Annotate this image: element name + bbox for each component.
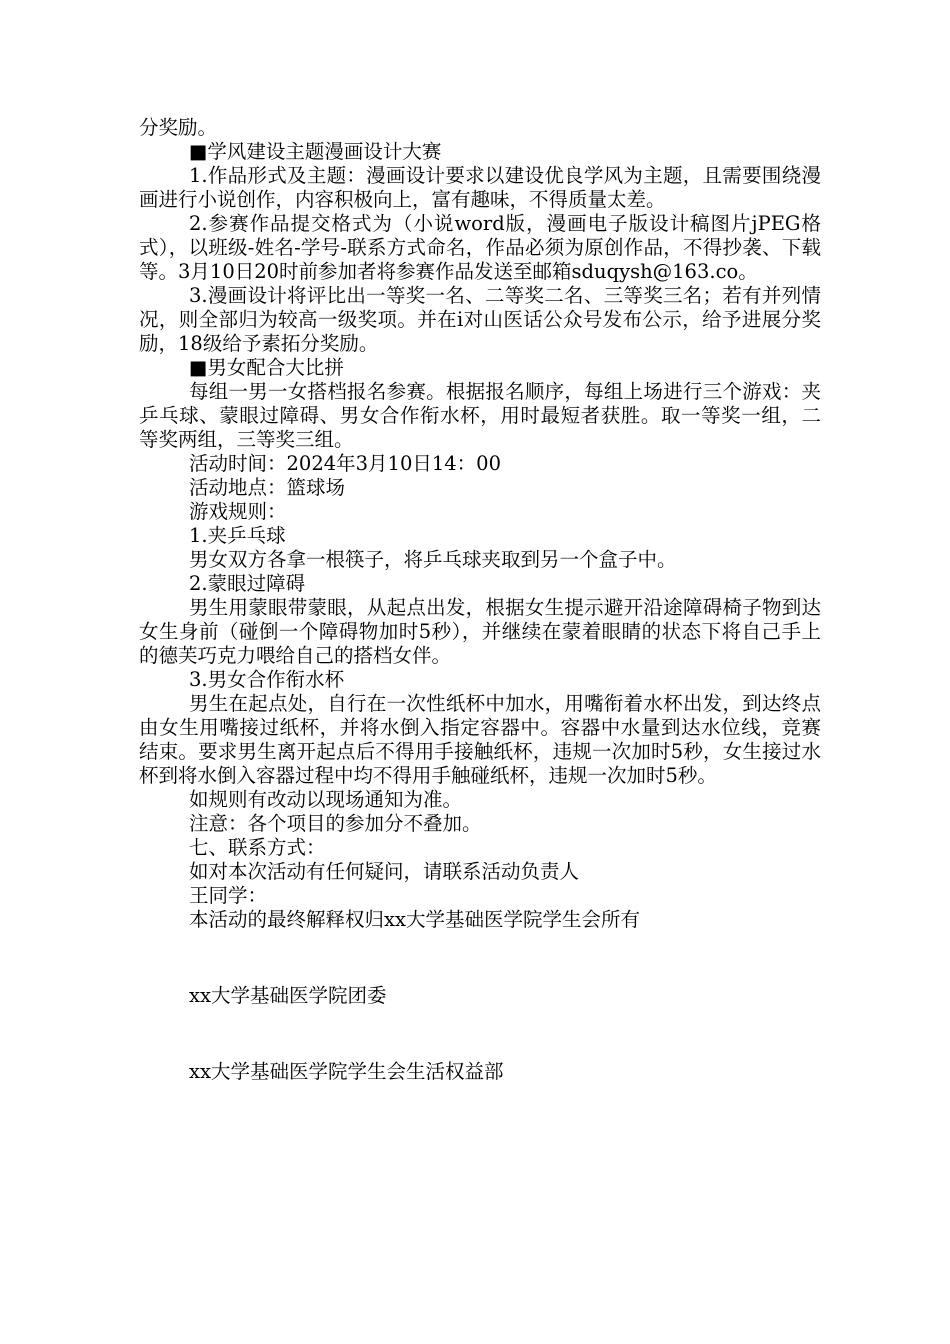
paragraph-award-tail: 分奖励。 — [139, 116, 218, 139]
spacer — [139, 932, 821, 984]
paragraph-rule-change-note: 如规则有改动以现场通知为准。 — [189, 788, 463, 811]
heading-game-1: 1.夹乒乓球 — [189, 524, 286, 547]
paragraph-pair-intro: 每组一男一女搭档报名参赛。根据报名顺序，每组上场进行三个游戏：夹乒乓球、蒙眼过障碍、男女合作衔水杯，用时最短者获胜。取一等奖一组，二等奖两组，三等奖三组。 — [139, 380, 821, 451]
document-page — [139, 116, 821, 1084]
paragraph-event-location: 活动地点：篮球场 — [189, 476, 346, 499]
paragraph-contact-info: 如对本次活动有任何疑问，请联系活动负责人 — [189, 860, 580, 883]
signature-league-committee: xx大学基础医学院团委 — [189, 984, 387, 1007]
heading-contact: 七、联系方式： — [189, 836, 326, 859]
paragraph-comic-rule-1: 1.作品形式及主题：漫画设计要求以建设优良学风为主题，且需要围绕漫画进行小说创作，内容积极向上，富有趣味，不得质量太差。 — [139, 164, 821, 211]
paragraph-game-2: 男生用蒙眼带蒙眼，从起点出发，根据女生提示避开沿途障碍椅子物到达女生身前（碰倒一个障碍物加时5秒），并继续在蒙着眼睛的状态下将自己手上的德芙巧克力喂给自己的搭档女伴。 — [139, 596, 821, 667]
heading-comic-contest: ■学风建设主题漫画设计大赛 — [189, 140, 442, 163]
paragraph-score-note: 注意：各个项目的参加分不叠加。 — [189, 812, 482, 835]
spacer — [139, 1008, 821, 1060]
paragraph-comic-rule-3: 3.漫画设计将评比出一等奖一名、二等奖二名、三等奖三名；若有并列情况，则全部归为较高一级奖项。并在i对山医话公众号发布公示，给予进展分奖励，18级给予素拓分奖励。 — [139, 284, 821, 355]
paragraph-comic-rule-2: 2.参赛作品提交格式为（小说word版，漫画电子版设计稿图片jPEG格式），以班级-姓名-学号-联系方式命名，作品必须为原创作品，不得抄袭、下载等。3月10日20时前参加者将参赛作品发送至邮箱sduqysh@163.co。 — [139, 212, 821, 283]
heading-game-3: 3.男女合作衔水杯 — [189, 668, 345, 691]
paragraph-final-interpretation: 本活动的最终解释权归xx大学基础医学院学生会所有 — [189, 908, 640, 931]
paragraph-event-time: 活动时间：2024年3月10日14：00 — [189, 452, 501, 475]
heading-game-2: 2.蒙眼过障碍 — [189, 572, 306, 595]
paragraph-game-rules-label: 游戏规则： — [189, 500, 287, 523]
heading-pair-contest: ■男女配合大比拼 — [189, 356, 344, 379]
paragraph-contact-person: 王同学： — [189, 884, 268, 907]
signature-student-union: xx大学基础医学院学生会生活权益部 — [189, 1060, 504, 1083]
paragraph-game-1: 男女双方各拿一根筷子，将乒乓球夹取到另一个盒子中。 — [189, 548, 677, 571]
paragraph-game-3: 男生在起点处，自行在一次性纸杯中加水，用嘴衔着水杯出发，到达终点由女生用嘴接过纸杯，并将水倒入指定容器中。容器中水量到达水位线，竞赛结束。要求男生离开起点后不得用手接触纸杯，违规一次加时5秒，女生接过水杯到将水倒入容器过程中均不得用手触碰纸杯，违规一次加时5秒。 — [139, 692, 821, 787]
